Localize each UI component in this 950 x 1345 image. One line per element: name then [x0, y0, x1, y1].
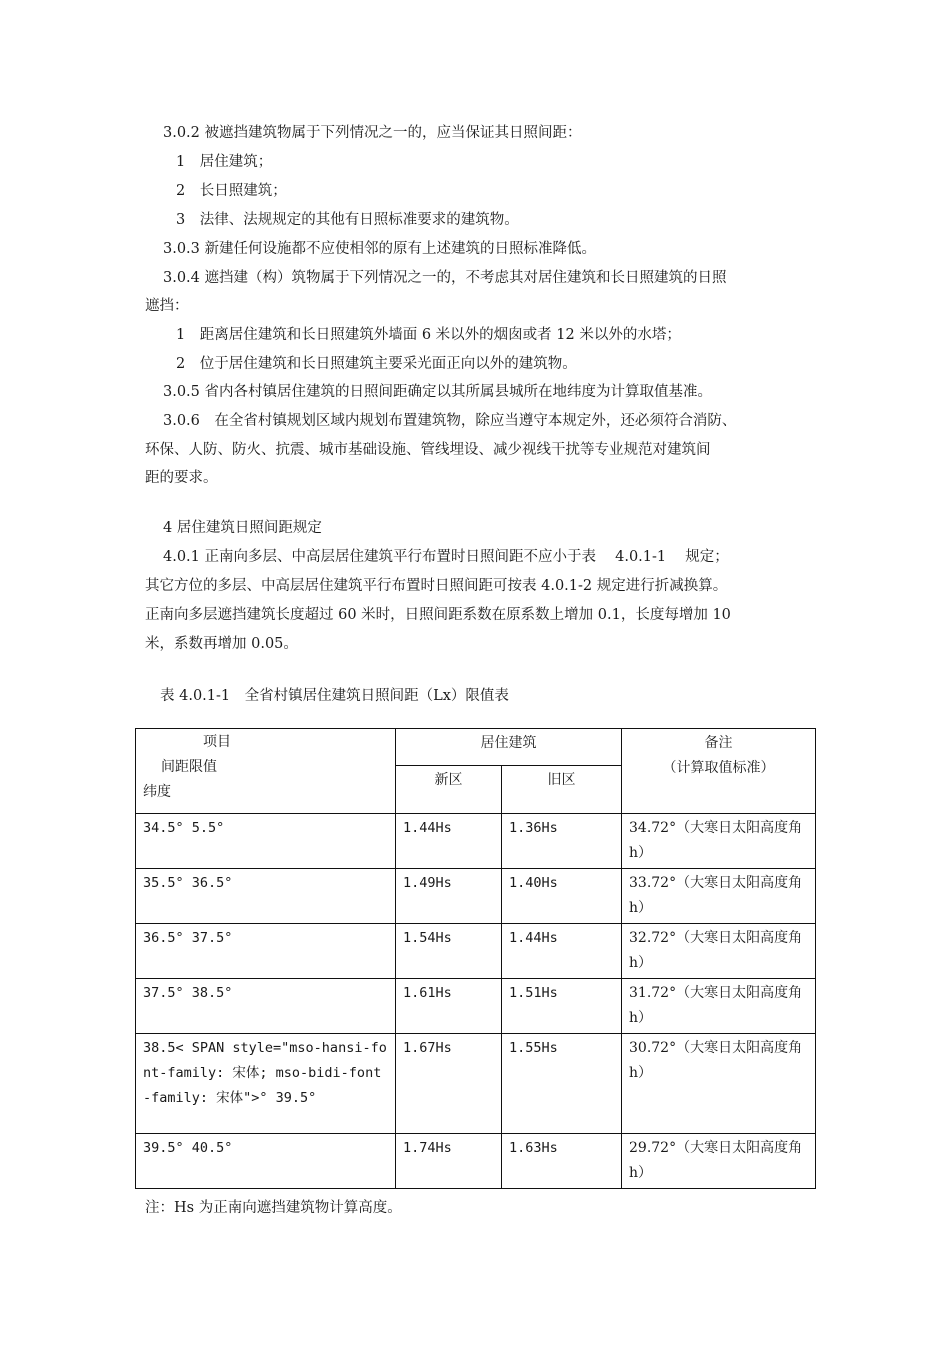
latitude-cell: 37.5° 38.5° — [136, 979, 396, 1034]
clause-4-0-1-line-4: 米，系数再增加 0.05。 — [145, 636, 298, 652]
remark-cell: 31.72°（大寒日太阳高度角 h） — [622, 979, 816, 1034]
new-area-value: 1.67Hs — [396, 1034, 502, 1134]
new-area-value: 1.44Hs — [396, 814, 502, 869]
latitude-cell: 35.5° 36.5° — [136, 869, 396, 924]
header-residential-group: 居住建筑 — [396, 729, 622, 766]
clause-4-0-1-line-2: 其它方位的多层、中高层居住建筑平行布置时日照间距可按表 4.0.1-2 规定进行折减换算。 — [145, 578, 728, 594]
header-item-label: 项目 — [203, 734, 231, 750]
clause-3-0-6-line-1: 3.0.6 在全省村镇规划区域内规划布置建筑物，除应当遵守本规定外，还必须符合消防、 — [163, 413, 737, 429]
clause-3-0-6-line-3: 距的要求。 — [145, 470, 218, 486]
header-corner-cell — [136, 729, 396, 814]
new-area-value: 1.54Hs — [396, 924, 502, 979]
old-area-value: 1.44Hs — [502, 924, 622, 979]
latitude-cell: 39.5° 40.5° — [136, 1134, 396, 1189]
table-note: 注：Hs 为正南向遮挡建筑物计算高度。 — [145, 1200, 402, 1216]
spacing-limits-table — [135, 728, 816, 1189]
table-row — [136, 1134, 816, 1189]
new-area-value: 1.49Hs — [396, 869, 502, 924]
old-area-value: 1.55Hs — [502, 1034, 622, 1134]
clause-3-0-6-line-2: 环保、人防、防火、抗震、城市基础设施、管线埋设、减少视线干扰等专业规范对建筑间 — [145, 442, 711, 458]
header-limit-label: 间距限值 — [161, 759, 217, 775]
clause-3-0-2-item-2: 2 长日照建筑； — [176, 183, 287, 199]
remark-cell: 29.72°（大寒日太阳高度角 h） — [622, 1134, 816, 1189]
table-row — [136, 924, 816, 979]
clause-3-0-2-item-3: 3 法律、法规规定的其他有日照标准要求的建筑物。 — [176, 212, 519, 228]
remark-cell: 34.72°（大寒日太阳高度角 h） — [622, 814, 816, 869]
latitude-cell: 38.5< SPAN style="mso-hansi-font-family: 宋体; mso-bidi-font-family: 宋体">° 39.5° — [136, 1034, 396, 1134]
clause-3-0-2-item-1: 1 居住建筑； — [176, 154, 273, 170]
clause-3-0-5: 3.0.5 省内各村镇居住建筑的日照间距确定以其所属县城所在地纬度为计算取值基准。 — [163, 384, 713, 400]
table-caption: 表 4.0.1-1 全省村镇居住建筑日照间距（Lx）限值表 — [160, 688, 509, 704]
header-remark-cell — [622, 729, 816, 814]
new-area-value: 1.61Hs — [396, 979, 502, 1034]
remark-cell: 33.72°（大寒日太阳高度角 h） — [622, 869, 816, 924]
old-area-value: 1.63Hs — [502, 1134, 622, 1189]
remark-cell: 32.72°（大寒日太阳高度角 h） — [622, 924, 816, 979]
table-row — [136, 979, 816, 1034]
table-row — [136, 869, 816, 924]
old-area-value: 1.40Hs — [502, 869, 622, 924]
remark-cell: 30.72°（大寒日太阳高度角 h） — [622, 1034, 816, 1134]
header-new-area: 新区 — [396, 766, 502, 814]
header-remark-label: 备注 — [704, 735, 733, 751]
table-row — [136, 1034, 816, 1134]
clause-3-0-4-item-2: 2 位于居住建筑和长日照建筑主要采光面正向以外的建筑物。 — [176, 356, 577, 372]
section-heading-4: 4 居住建筑日照间距规定 — [163, 520, 322, 536]
latitude-cell: 36.5° 37.5° — [136, 924, 396, 979]
table-row — [136, 814, 816, 869]
latitude-cell: 34.5° 5.5° — [136, 814, 396, 869]
clause-3-0-4-item-1: 1 距离居住建筑和长日照建筑外墙面 6 米以外的烟囱或者 12 米以外的水塔； — [176, 327, 681, 343]
old-area-value: 1.51Hs — [502, 979, 622, 1034]
header-latitude-label: 纬度 — [143, 784, 171, 800]
new-area-value: 1.74Hs — [396, 1134, 502, 1189]
clause-3-0-4-line-1: 3.0.4 遮挡建（构）筑物属于下列情况之一的，不考虑其对居住建筑和长日照建筑的日照 — [163, 270, 727, 286]
clause-4-0-1-line-3: 正南向多层遮挡建筑长度超过 60 米时，日照间距系数在原系数上增加 0.1，长度每增加 10 — [145, 607, 731, 623]
clause-3-0-2: 3.0.2 被遮挡建筑物属于下列情况之一的，应当保证其日照间距： — [163, 125, 582, 141]
header-remark-sub: （计算取值标准） — [662, 760, 775, 776]
header-old-area: 旧区 — [502, 766, 622, 814]
old-area-value: 1.36Hs — [502, 814, 622, 869]
clause-3-0-4-line-2: 遮挡： — [145, 298, 189, 314]
clause-4-0-1-line-1: 4.0.1 正南向多层、中高层居住建筑平行布置时日照间距不应小于表 4.0.1-1 规定； — [163, 549, 729, 565]
clause-3-0-3: 3.0.3 新建任何设施都不应使相邻的原有上述建筑的日照标准降低。 — [163, 241, 597, 257]
